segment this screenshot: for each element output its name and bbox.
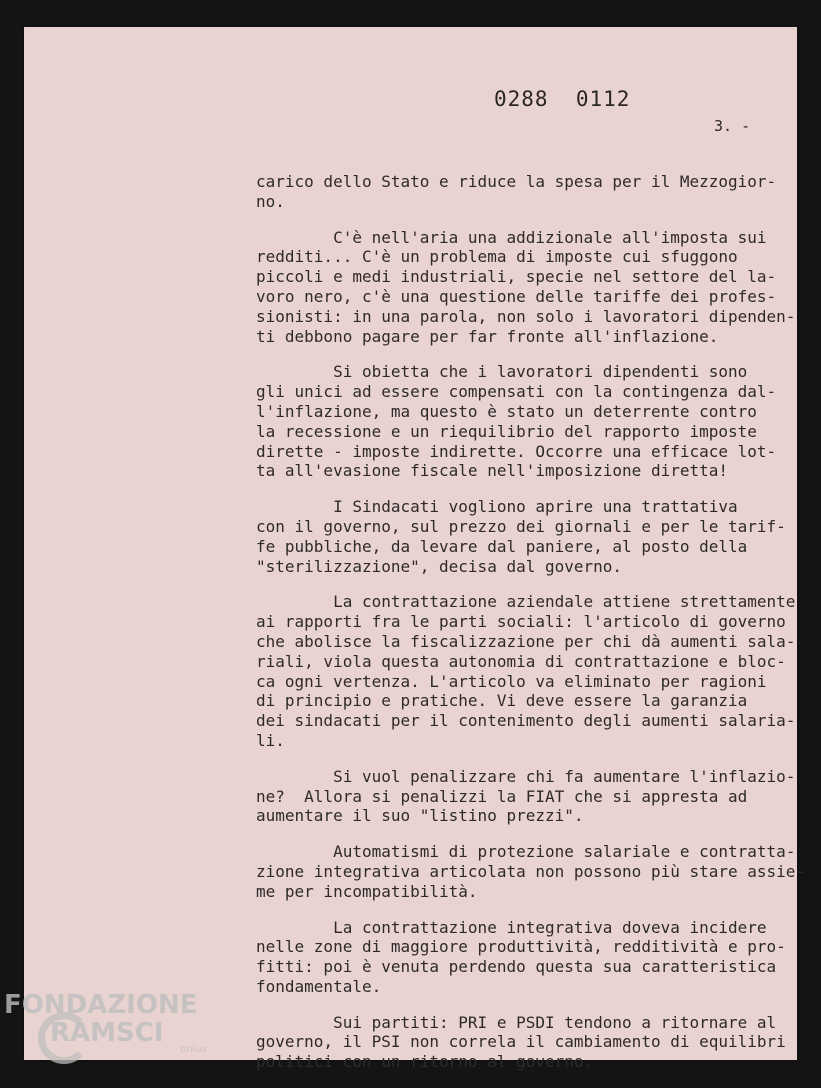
document-body bbox=[256, 172, 816, 1088]
paragraph: I Sindacati vogliono aprire una trattativa con il governo, sul prezzo dei giornali e per le tarif- fe pubbliche, da levare dal paniere, al posto della "sterilizzazione", decisa dal governo. bbox=[256, 497, 786, 576]
page-number: 3. - bbox=[714, 117, 751, 135]
paragraph: C'è nell'aria una addizionale all'imposta sui redditi... C'è un problema di imposte cui sfuggono piccoli e medi industriali, specie nel settore del la- voro nero, c'è una questione delle tariffe dei profes- sionisti: in una parola, non solo i lavoratori dipenden- ti debbono pagare per far fronte all'inflazione. bbox=[256, 227, 796, 346]
paragraph: Sui partiti: PRI e PSDI tendono a ritornare al governo, il PSI non correla il cambiamento di equilibri politici con un ritorno al governo. bbox=[256, 1012, 786, 1072]
watermark-sub: onlus bbox=[180, 1044, 207, 1055]
watermark-line1: FONDAZIONE bbox=[4, 990, 198, 1020]
document-code: 0288 0112 bbox=[494, 87, 631, 111]
paragraph: Automatismi di protezione salariale e contratta- zione integrativa articolata non possono più stare assie- me per incompatibilità. bbox=[256, 842, 806, 901]
paragraph: La contrattazione integrativa doveva incidere nelle zone di maggiore produttività, redditività e pro- fitti: poi è venuta perdendo questa sua caratteristica fondamentale. bbox=[256, 917, 786, 996]
paragraph: Si obietta che i lavoratori dipendenti sono gli unici ad essere compensati con la contingenza dal- l'inflazione, ma questo è stato un deterrente contro la recessione e un riequilibrio del rapporto imposte dirette - imposte indirette. Occorre una efficace lot- ta all'evasione fiscale nell'imposizione diretta! bbox=[256, 362, 777, 481]
paragraph: carico dello Stato e riduce la spesa per il Mezzogior- no. bbox=[256, 172, 777, 211]
watermark-line2: RAMSCI bbox=[50, 1018, 164, 1048]
paragraph: La contrattazione aziendale attiene strettamente ai rapporti fra le parti sociali: l'articolo di governo che abolisce la fiscalizzazione per chi dà aumenti sala- riali, viola questa autonomia di contrattazione e bloc- ca ogni vertenza. L'articolo va eliminato per ragioni di principio e pratiche. Vi deve essere la garanzia dei sindacati per il contenimento degli aumenti salaria- li. bbox=[256, 592, 796, 750]
paragraph: Si vuol penalizzare chi fa aumentare l'inflazio- ne? Allora si penalizzi la FIAT che si appresta ad aumentare il suo "listino prezzi". bbox=[256, 766, 796, 826]
document-page bbox=[24, 27, 806, 1072]
